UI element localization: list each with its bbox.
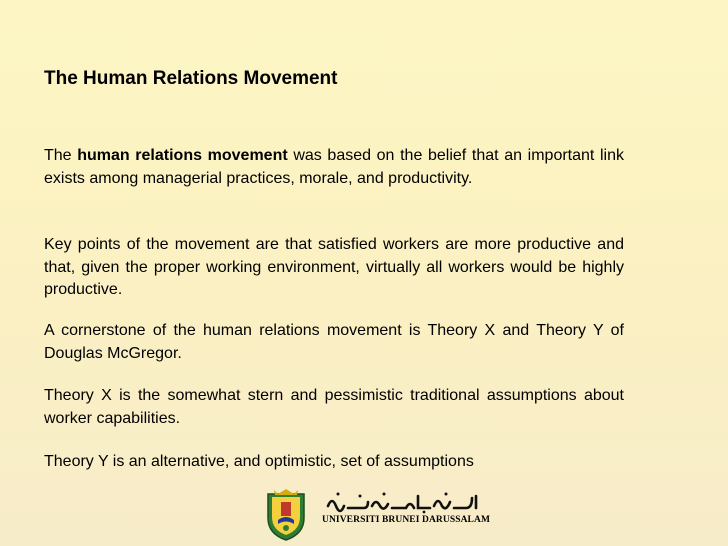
intro-lead: The (44, 147, 78, 164)
paragraph-key-points: Key points of the movement are that satisfied workers are more productive and that, given the proper working environment, virtually all workers would be highly productive. (44, 236, 624, 298)
university-crest-icon (264, 488, 308, 542)
paragraph-intro (44, 145, 624, 190)
paragraph-cornerstone: A cornerstone of the human relations movement is Theory X and Theory Y of Douglas McGregor. (44, 322, 624, 362)
university-logo (264, 488, 491, 542)
jawi-script-logotype (324, 490, 482, 514)
university-name: UNIVERSITI BRUNEI DARUSSALAM (322, 515, 491, 525)
paragraph-theory-x: Theory X is the somewhat stern and pessimistic traditional assumptions about worker capabilities. (44, 387, 624, 427)
intro-bold-term: human relations movement (77, 147, 288, 164)
paragraph-theory-y: Theory Y is an alternative, and optimistic, set of assumptions (44, 453, 474, 470)
slide-title: The Human Relations Movement (44, 68, 338, 89)
intro-rest: was based on the belief that an important link exists among managerial practices, morale, and productivity. (44, 147, 625, 187)
